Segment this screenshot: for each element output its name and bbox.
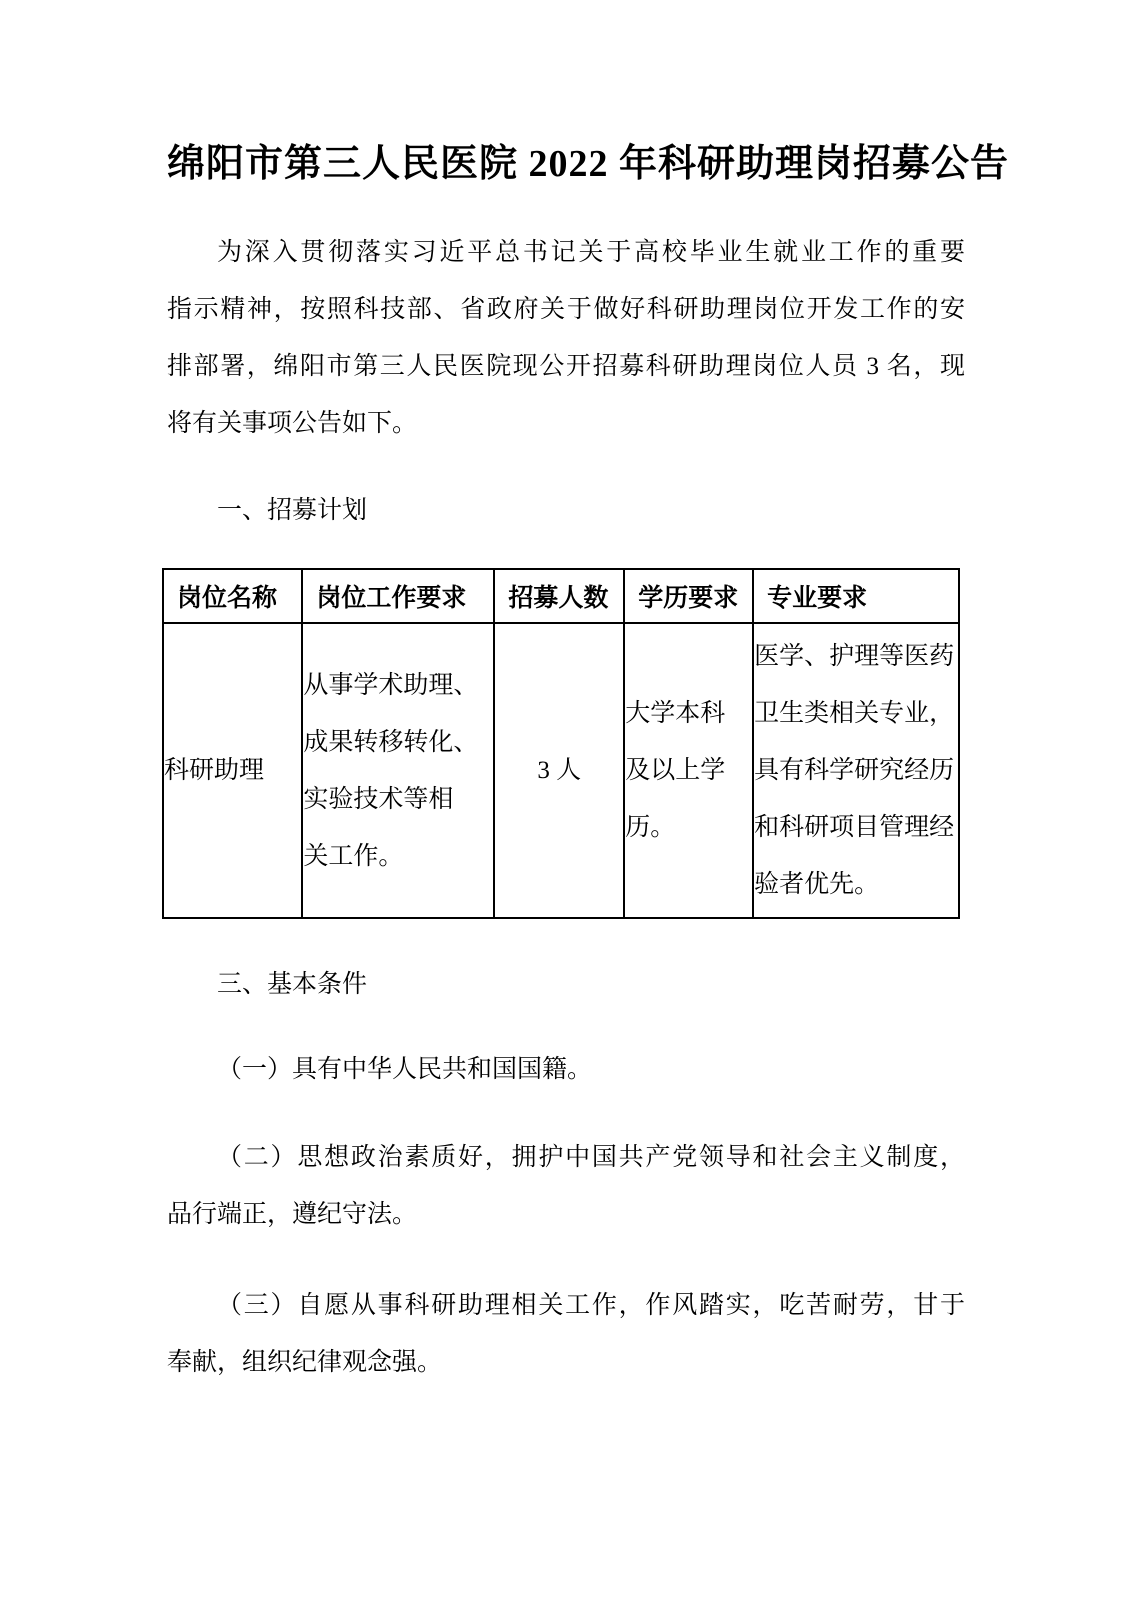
cell-line: 关工作。 xyxy=(303,842,404,870)
cell-line: 历。 xyxy=(625,814,676,841)
section-heading-basic-conditions: 三、基本条件 xyxy=(217,971,368,998)
cell-line: 成果转移转化、 xyxy=(303,728,479,756)
cell-line: 卫生类相关专业， xyxy=(754,700,955,727)
paragraph-line: 将有关事项公告如下。 xyxy=(167,410,418,437)
cell-line: 大学本科 xyxy=(625,700,726,727)
recruitment-table xyxy=(162,568,960,919)
cell-line: 医学、护理等医药 xyxy=(754,643,955,670)
paragraph-line: （一）具有中华人民共和国国籍。 xyxy=(217,1056,593,1083)
paragraph-line: 指示精神，按照科技部、省政府关于做好科研助理岗位开发工作的安 xyxy=(167,296,965,323)
paragraph-line: 品行端正，遵纪守法。 xyxy=(167,1201,418,1228)
table-header-headcount: 招募人数 xyxy=(494,569,624,623)
table-header-major: 专业要求 xyxy=(753,569,959,623)
cell-line: 及以上学 xyxy=(625,757,726,784)
cell-line: 从事学术助理、 xyxy=(303,671,479,699)
table-header-duties: 岗位工作要求 xyxy=(302,569,494,623)
cell-duties xyxy=(302,623,494,918)
cell-major xyxy=(753,623,959,918)
intro-paragraph xyxy=(167,224,965,452)
cell-education xyxy=(624,623,753,918)
table-header-row xyxy=(163,569,959,623)
paragraph-line: 奉献，组织纪律观念强。 xyxy=(167,1349,443,1376)
condition-item-1 xyxy=(167,1041,965,1098)
cell-line: 科研助理 xyxy=(164,757,265,784)
paragraph-line: 排部署，绵阳市第三人民医院现公开招募科研助理岗位人员 3 名，现 xyxy=(167,353,965,380)
document-content xyxy=(164,0,1010,1600)
cell-line: 实验技术等相 xyxy=(303,785,454,813)
table-header-position-name: 岗位名称 xyxy=(163,569,302,623)
cell-position-name xyxy=(163,623,302,918)
cell-line: 验者优先。 xyxy=(754,871,880,898)
condition-item-2 xyxy=(167,1129,965,1243)
table-row xyxy=(163,623,959,918)
cell-headcount xyxy=(494,623,624,918)
table-header-education: 学历要求 xyxy=(624,569,753,623)
document-title: 绵阳市第三人民医院 2022 年科研助理岗招募公告 xyxy=(167,143,1010,185)
paragraph-line: （二）思想政治素质好，拥护中国共产党领导和社会主义制度， xyxy=(217,1144,965,1171)
cell-line: 3 人 xyxy=(537,757,582,784)
condition-item-3 xyxy=(167,1277,965,1391)
paragraph-line: 为深入贯彻落实习近平总书记关于高校毕业生就业工作的重要 xyxy=(217,239,965,266)
cell-line: 和科研项目管理经 xyxy=(754,814,955,841)
paragraph-line: （三）自愿从事科研助理相关工作，作风踏实，吃苦耐劳，甘于 xyxy=(217,1292,965,1319)
section-heading-recruitment-plan: 一、招募计划 xyxy=(217,497,368,524)
cell-line: 具有科学研究经历 xyxy=(754,757,955,784)
